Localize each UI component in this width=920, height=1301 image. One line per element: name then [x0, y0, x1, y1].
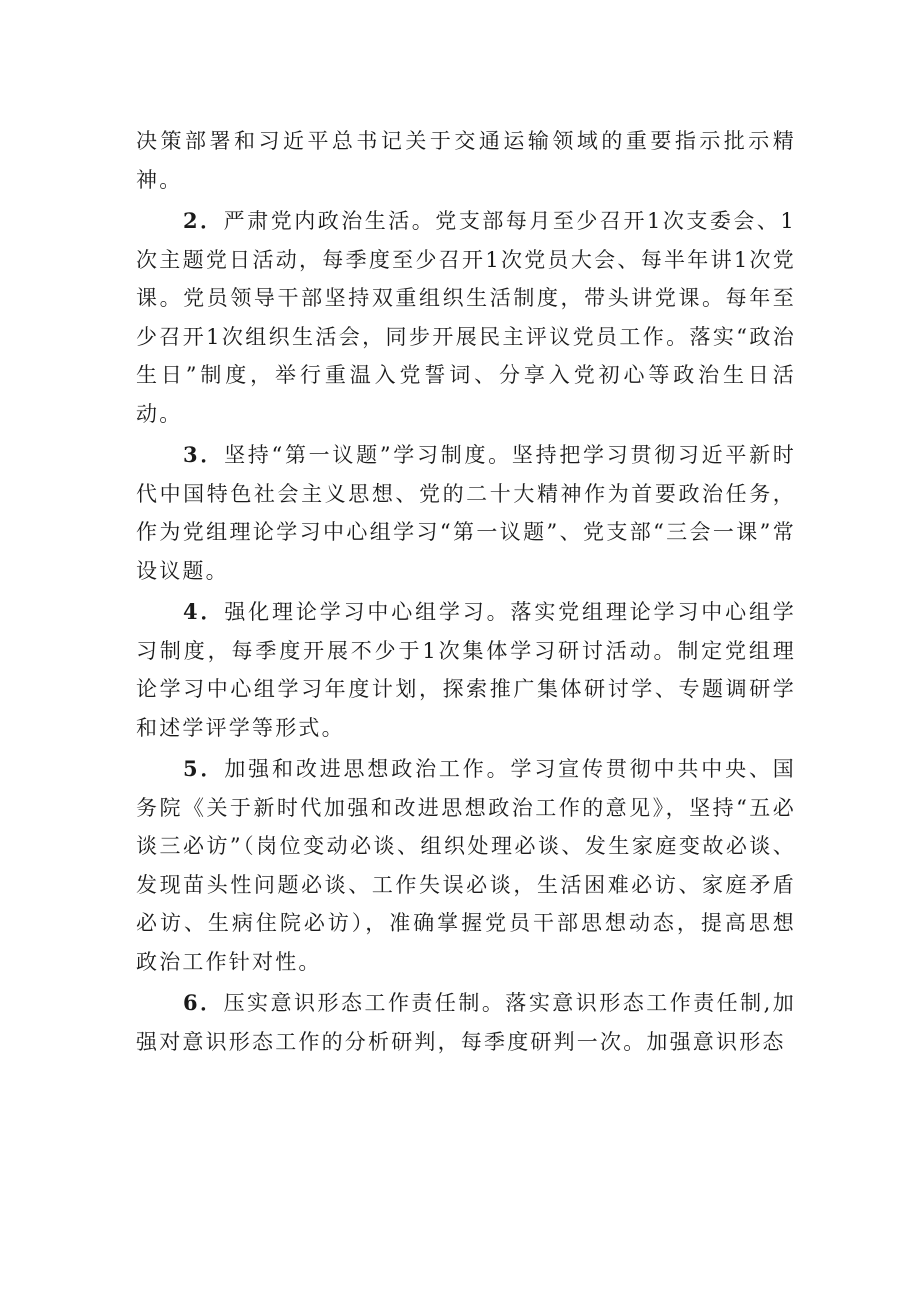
paragraph-item-5 — [136, 750, 796, 981]
paragraph-item-4 — [136, 593, 796, 747]
paragraph-number: 6． — [183, 990, 224, 1015]
paragraph-number: 5． — [183, 756, 225, 781]
paragraph-text: 决策部署和习近平总书记关于交通运输领域的重要指示批示精神。 — [136, 129, 796, 192]
paragraph-text: 严肃党内政治生活。党支部每月至少召开1次支委会、1次主题党日活动，每季度至少召开1次党员大会、每半年讲1次党课。党员领导干部坚持双重组织生活制度，带头讲党课。每年至少召开1次组织生活会，同步开展民主评议党员工作。落实“政治生日”制度，举行重温入党誓词、分享入党初心等政治生日活动。 — [136, 209, 796, 426]
paragraph-text: 加强和改进思想政治工作。学习宣传贯彻中共中央、国务院《关于新时代加强和改进思想政治工作的意见》，坚持“五必谈三必访”（岗位变动必谈、组织处理必谈、发生家庭变故必谈、发现苗头性问题必谈、工作失误必谈，生活困难必访、家庭矛盾必访、生病住院必访），准确掌握党员干部思想动态，提高思想政治工作针对性。 — [136, 757, 796, 974]
paragraph-text: 坚持“第一议题”学习制度。坚持把学习贯彻习近平新时代中国特色社会主义思想、党的二十大精神作为首要政治任务，作为党组理论学习中心组学习“第一议题”、党支部“三会一课”常设议题。 — [136, 443, 796, 583]
paragraph-item-6 — [136, 984, 796, 1061]
paragraph-number: 3． — [183, 442, 225, 467]
paragraph-continuation — [136, 122, 796, 199]
paragraph-number: 4． — [183, 599, 225, 624]
paragraph-item-3 — [136, 436, 796, 590]
paragraph-number: 2． — [183, 208, 224, 233]
paragraph-item-2 — [136, 202, 796, 433]
document-body — [136, 122, 796, 1064]
paragraph-text: 压实意识形态工作责任制。落实意识形态工作责任制,加强对意识形态工作的分析研判，每季度研判一次。加强意识形态 — [136, 991, 796, 1054]
paragraph-text: 强化理论学习中心组学习。落实党组理论学习中心组学习制度，每季度开展不少于1次集体学习研讨活动。制定党组理论学习中心组学习年度计划，探索推广集体研讨学、专题调研学和述学评学等形式。 — [136, 600, 796, 740]
